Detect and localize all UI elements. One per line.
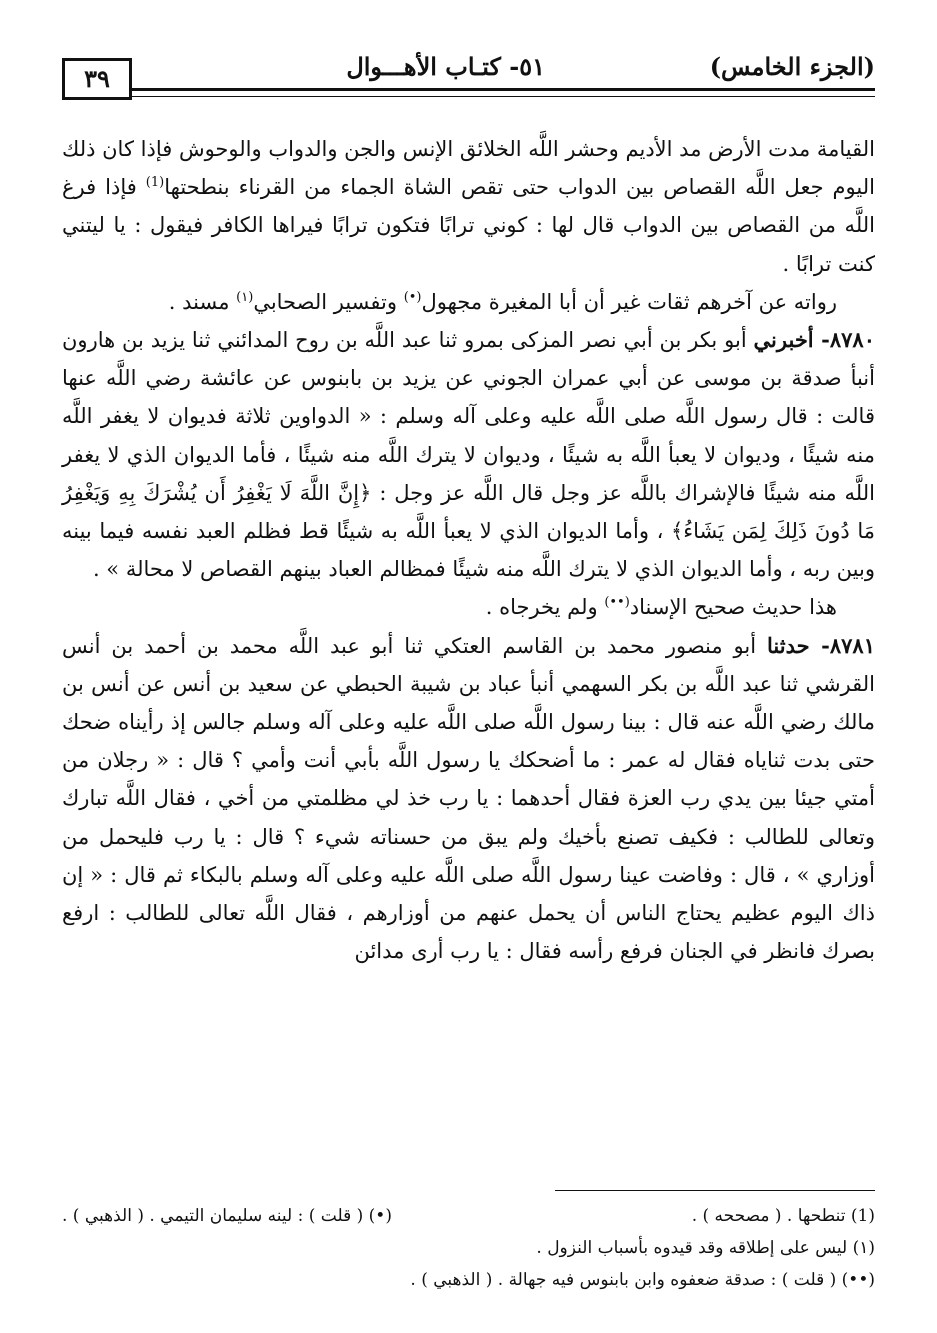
hadith-lead-word: أخبرني: [753, 327, 822, 353]
hadith-number: ٨٧٨٠-: [821, 327, 875, 353]
paragraph-continued: [62, 130, 875, 283]
text-run: ولم يخرجاه .: [485, 595, 605, 620]
footnote-dot-2: (••) ( قلت ) : صدقة ضعفوه وابن بابنوس فيه جهالة . ( الذهبي ) .: [410, 1270, 875, 1290]
text-run: وتفسير الصحابي: [253, 289, 404, 314]
running-head-book: ٥١- كتـاب الأهـــوال: [346, 52, 545, 81]
footnote-row: [62, 1200, 875, 1232]
footnote-ref: (••): [604, 595, 630, 611]
text-run: القيامة مدت الأرض مد الأديم وحشر اللَّه الخلائق الإنس والجن والدواب والوحوش فإذا كان ذلك اليوم جعل اللَّه القصاص بين الدواب حتى تقص الشاة الجماء من القرناء بنطحتها: [62, 137, 875, 200]
page-header: [62, 48, 875, 108]
footnote-separator: [555, 1190, 875, 1191]
footnote-ref: (1): [145, 175, 165, 191]
hadith-number: ٨٧٨١-: [821, 632, 875, 658]
text-run: فإذا فرغ اللَّه من القصاص بين الدواب قال لها : كوني ترابًا فتكون ترابًا فيراها الكافر فيقول : يا ليتني كنت ترابًا .: [62, 175, 875, 276]
footnote-ref: (•): [403, 289, 422, 305]
page-number: ٣٩: [62, 58, 132, 100]
hadith-text: أبو بكر بن أبي نصر المزكى بمرو ثنا عبد اللَّه بن روح المدائني ثنا يزيد بن هارون أنبأ صدقة بن موسى عن أبي عمران الجوني عن يزيد بن بابنوس عن عائشة رضي اللَّه عنها قالت : قال رسول اللَّه صلى اللَّه عليه وعلى آله وسلم : « الدواوين ثلاثة فديوان لا يغفر اللَّه منه شيئًا ، وديوان لا يعبأ اللَّه به شيئًا ، وديوان لا يترك اللَّه منه شيئًا ، فأما الديوان الذي لا يغفر اللَّه منه شيئًا فالإشراك باللَّه عز وجل قال اللَّه عز وجل : ﴿إِنَّ اللَّهَ لَا يَغْفِرُ أَن يُشْرَكَ بِهِ وَيَغْفِرُ مَا دُونَ ذَلِكَ لِمَن يَشَاءُ﴾ ، وأما الديوان الذي لا يعبأ اللَّه به شيئًا قط فظلم العبد نفسه فيما بينه وبين ربه ، وأما الديوان الذي لا يترك اللَّه منه شيئًا فمظالم العباد بينهم القصاص لا محالة » .: [62, 328, 876, 582]
footnote-dot-1: (•) ( قلت ) : لينه سليمان التيمي . ( الذهبي ) .: [62, 1206, 392, 1226]
main-text: [62, 130, 875, 970]
header-rule: [132, 88, 875, 97]
running-head-part: (الجزء الخامس): [709, 52, 875, 81]
footnotes: [62, 1200, 875, 1296]
hadith-8780: [62, 321, 875, 588]
paragraph-grading: [62, 588, 875, 626]
hadith-8781: [62, 627, 875, 971]
footnote-2: (١) ليس على إطلاقه وقد قيدوه بأسباب النزول .: [536, 1238, 875, 1258]
text-run: هذا حديث صحيح الإسناد: [629, 595, 837, 620]
footnote-1: (1) تنطحها . ( مصححه ) .: [691, 1206, 875, 1226]
footnote-ref: (١): [236, 289, 254, 305]
paragraph-grading: [62, 283, 875, 321]
hadith-text: أبو منصور محمد بن القاسم العتكي ثنا أبو عبد اللَّه محمد بن أحمد بن أنس القرشي ثنا عبد اللَّه بن بكر السهمي أنبأ عباد بن شيبة الحبطي عن سعيد بن أنس عن أنس بن مالك رضي اللَّه عنه قال : بينا رسول اللَّه صلى اللَّه عليه وعلى آله وسلم جالس إذ رأيناه ضحك حتى بدت ثناياه فقال له عمر : ما أضحكك يا رسول اللَّه بأبي أنت وأمي ؟ قال : « رجلان من أمتي جيئا بين يدي رب العزة فقال أحدهما : يا رب خذ لي مظلمتي من أخي ، فقال اللَّه تبارك وتعالى للطالب : فكيف تصنع بأخيك ولم يبق من حسناته شيء ؟ قال : يا رب فليحمل من أوزاري » ، قال : وفاضت عينا رسول اللَّه صلى اللَّه عليه وعلى آله وسلم بالبكاء ثم قال : « إن ذاك اليوم عظيم يحتاج الناس أن يحمل عنهم من أوزارهم ، فقال اللَّه تعالى للطالب : ارفع بصرك فانظر في الجنان فرفع رأسه فقال : يا رب أرى مدائن: [62, 633, 875, 964]
text-run: رواته عن آخرهم ثقات غير أن أبا المغيرة مجهول: [421, 289, 837, 314]
text-run: مسند .: [168, 289, 237, 314]
hadith-lead-word: حدثنا: [767, 632, 822, 658]
